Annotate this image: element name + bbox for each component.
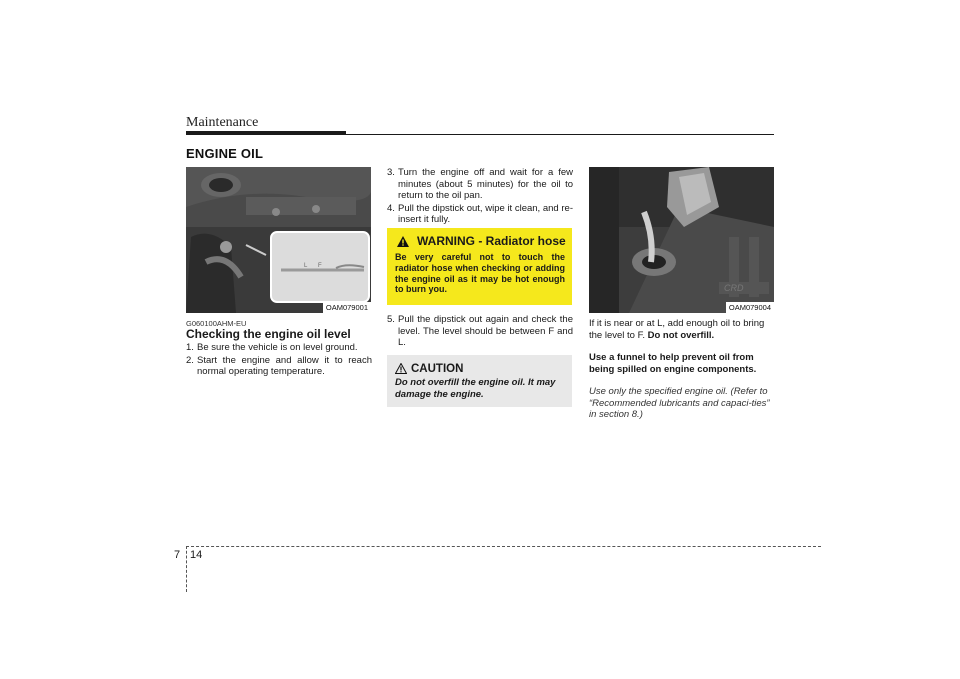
warning-triangle-icon <box>397 236 409 247</box>
oil-funnel-photo <box>589 167 774 313</box>
caution-triangle-icon <box>395 363 407 374</box>
list-item: 3. Turn the engine off and wait for a few minutes (about 5 minutes) for the oil to return to the oil pan. <box>387 167 573 201</box>
warning-text: Be very careful not to touch the radiator hose when checking or adding the engine oil as it may be hot enough to burn you. <box>395 252 565 295</box>
list-item: 1. Be sure the vehicle is on level ground. <box>186 342 358 353</box>
paragraph: Use a funnel to help prevent oil from being spilled on engine components. <box>589 352 757 375</box>
oil-funnel-illustration <box>589 167 774 313</box>
caution-title: CAUTION <box>411 363 464 375</box>
step-list <box>387 314 573 350</box>
list-item: 5. Pull the dipstick out again and check the level. The level should be between F and L. <box>387 314 573 348</box>
photo-caption: OAM079004 <box>726 302 774 313</box>
engine-dipstick-illustration <box>186 167 371 313</box>
list-item: 2. Start the engine and allow it to reach normal operating temperature. <box>186 354 372 377</box>
step-list <box>186 342 372 379</box>
subsection-heading: Checking the engine oil level <box>186 327 351 341</box>
svg-text:L: L <box>304 263 308 269</box>
paragraph: Use only the specified engine oil. (Refer to “Recommended lubricants and capaci-ties” in section 8.) <box>589 386 770 420</box>
footer-vertical-rule <box>186 546 187 592</box>
engine-dipstick-photo <box>186 167 371 313</box>
svg-text:CRD: CRD <box>724 283 744 293</box>
photo-caption: OAM079001 <box>323 302 371 313</box>
list-item: 4. Pull the dipstick out, wipe it clean, and re-insert it fully. <box>387 202 573 225</box>
footer-rule <box>186 546 821 547</box>
step-list <box>387 167 573 227</box>
caution-box <box>387 355 572 407</box>
page-number: 14 <box>190 549 203 561</box>
warning-title: WARNING - Radiator hose <box>417 234 566 248</box>
warning-box <box>387 228 572 305</box>
running-header: Maintenance <box>186 115 259 130</box>
chapter-number: 7 <box>174 549 181 561</box>
header-rule-thin <box>186 134 774 135</box>
svg-text:F: F <box>318 263 322 269</box>
caution-text: Do not overfill the engine oil. It may damage the engine. <box>395 377 556 400</box>
section-title: ENGINE OIL <box>186 146 264 161</box>
document-code: G060100AHM-EU <box>186 319 247 328</box>
paragraph: If it is near or at L, add enough oil to bring the level to F. Do not overfill. <box>589 318 765 341</box>
